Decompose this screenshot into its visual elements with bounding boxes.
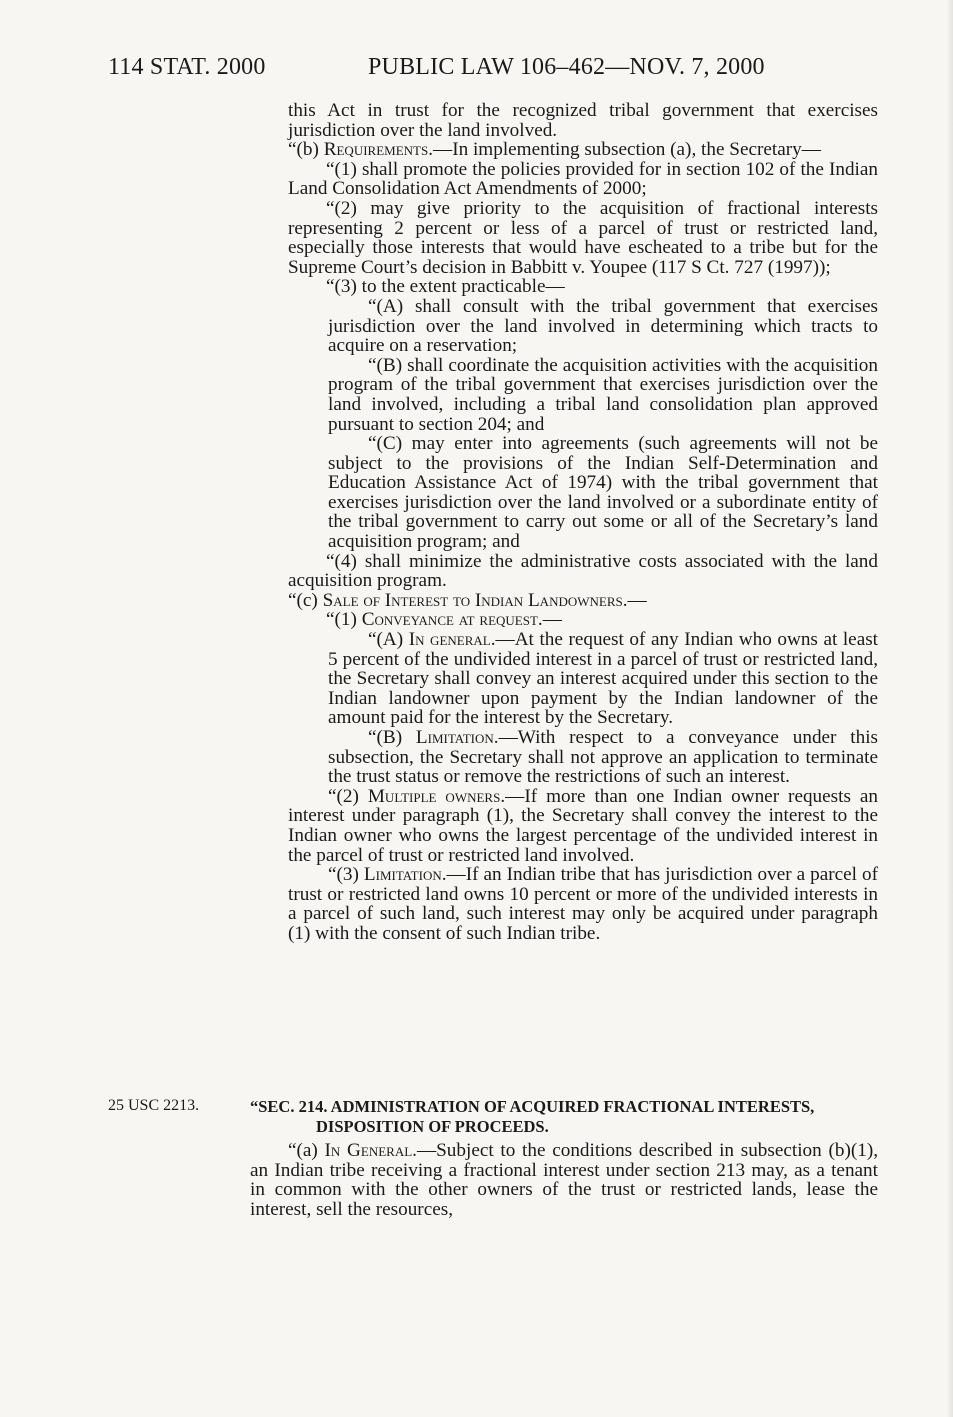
subsection-c-label: “(c) (288, 589, 323, 611)
paragraph-c1-label: “(1) (326, 609, 362, 631)
paragraph-cB (250, 728, 878, 787)
section-heading-line2: DISPOSITION OF PROCEEDS. (316, 1117, 549, 1136)
paragraph-cB-heading: Limitation (415, 727, 494, 748)
paragraph-cA-label: “(A) (368, 629, 409, 651)
subsection-c (250, 591, 878, 611)
section-heading-line1: “SEC. 214. ADMINISTRATION OF ACQUIRED FRACTIONAL INTERESTS, (250, 1097, 815, 1116)
paragraph-c1 (250, 610, 878, 630)
paragraph-cA (250, 630, 878, 728)
section-214-text (250, 1141, 878, 1219)
page-header-stat: 114 STAT. 2000 (108, 54, 266, 80)
paragraph-cA-text: .—At the request of any Indian who owns at least 5 percent of the undivided interest in a parcel of trust or restricted land, the Secretary shall convey an interest acquired under this section to the Indian landowner upon payment by the Indian landowner of the amount paid for the interest by the Secretary. (328, 629, 879, 729)
subsection-214a-heading: In General (324, 1140, 413, 1161)
continuation-paragraph: this Act in trust for the recognized tribal government that exercises jurisdiction over the land involved. (288, 100, 878, 141)
paragraph-1: “(1) shall promote the policies provided for in section 102 of the Indian Land Consolidation Act Amendments of 2000; (288, 158, 878, 200)
paragraph-c3 (250, 865, 878, 943)
paragraph-c2-heading: Multiple owners (367, 785, 501, 807)
paragraph-cA-heading: In general (408, 629, 491, 651)
subsection-b-label: “(b) (288, 139, 324, 161)
paragraph-c3-heading: Limitation (363, 864, 442, 886)
paragraph-3A: “(A) shall consult with the tribal government that exercises jurisdiction over the land involved in determining which tracts to acquire on a reservation; (328, 295, 878, 357)
main-text (250, 101, 878, 944)
paragraph-c2-label: “(2) (328, 785, 368, 807)
paragraph-c3-text: .—If an Indian tribe that has jurisdiction over a parcel of trust or restricted land owns 10 percent or more of the undivided interests in a parcel of such land, such interest may only be acquired under paragraph (1) with the consent of such Indian tribe. (288, 864, 878, 944)
subsection-c-heading: Sale of Interest to Indian Landowners (322, 589, 623, 611)
paragraph-4: “(4) shall minimize the administrative costs associated with the land acquisition program. (288, 550, 878, 592)
subsection-214a (250, 1141, 878, 1219)
paragraph-c2 (250, 787, 878, 865)
paragraph-2: “(2) may give priority to the acquisition of fractional interests representing 2 percent or less of a parcel of trust or restricted land, especially those interests that would have escheated to a tribe but for the Supreme Court’s decision in Babbitt v. Youpee (117 S Ct. 727 (1997)); (288, 197, 878, 278)
paragraph-3B: “(B) shall coordinate the acquisition activities with the acquisition program of the tribal government that exercises jurisdiction over the land involved, including a tribal land consolidation plan approved pursuant to section 204; and (328, 354, 878, 435)
subsection-214a-text: .—Subject to the conditions described in subsection (b)(1), an Indian tribe receiving a fractional interest under section 213 may, as a tenant in common with the other owners of the trust or restricted lands, lease the interest, sell the resources, (250, 1140, 878, 1220)
subsection-b (250, 140, 878, 160)
paragraph-c2-text: .—If more than one Indian owner requests an interest under paragraph (1), the Secretary shall convey the interest to the Indian owner who owns the largest percentage of the undivided interest in the parcel of trust or restricted land involved. (288, 785, 879, 866)
subsection-c-end: .— (622, 589, 647, 611)
subsection-214a-label: “(a) (288, 1140, 325, 1161)
usc-margin-note: 25 USC 2213. (108, 1097, 200, 1114)
paragraph-3C: “(C) may enter into agreements (such agreements will not be subject to the provisions of the Indian Self-Determination and Education Assistance Act of 1974) with the tribal government that exercises jurisdiction over the land involved or a subordinate entity of the tribal government to carry out some or all of the Secretary’s land acquisition program; and (328, 433, 878, 553)
paragraph-cB-text: .—With respect to a conveyance under this subsection, the Secretary shall not approve an application to terminate the trust status or remove the restrictions of such an interest. (328, 727, 878, 788)
subsection-b-heading: Requirements (323, 139, 429, 161)
section-heading (250, 1097, 878, 1137)
paragraph-c3-label: “(3) (328, 864, 364, 886)
paragraph-cB-label: “(B) (368, 727, 416, 748)
subsection-b-text: .—In implementing subsection (a), the Secretary— (428, 139, 821, 161)
page-header-law: PUBLIC LAW 106–462—NOV. 7, 2000 (368, 54, 765, 80)
paragraph-c1-end: .— (537, 609, 562, 631)
paragraph-c1-heading: Conveyance at request (361, 609, 538, 631)
page-edge (947, 0, 953, 1417)
paragraph-3: “(3) to the extent practicable— (326, 276, 565, 298)
